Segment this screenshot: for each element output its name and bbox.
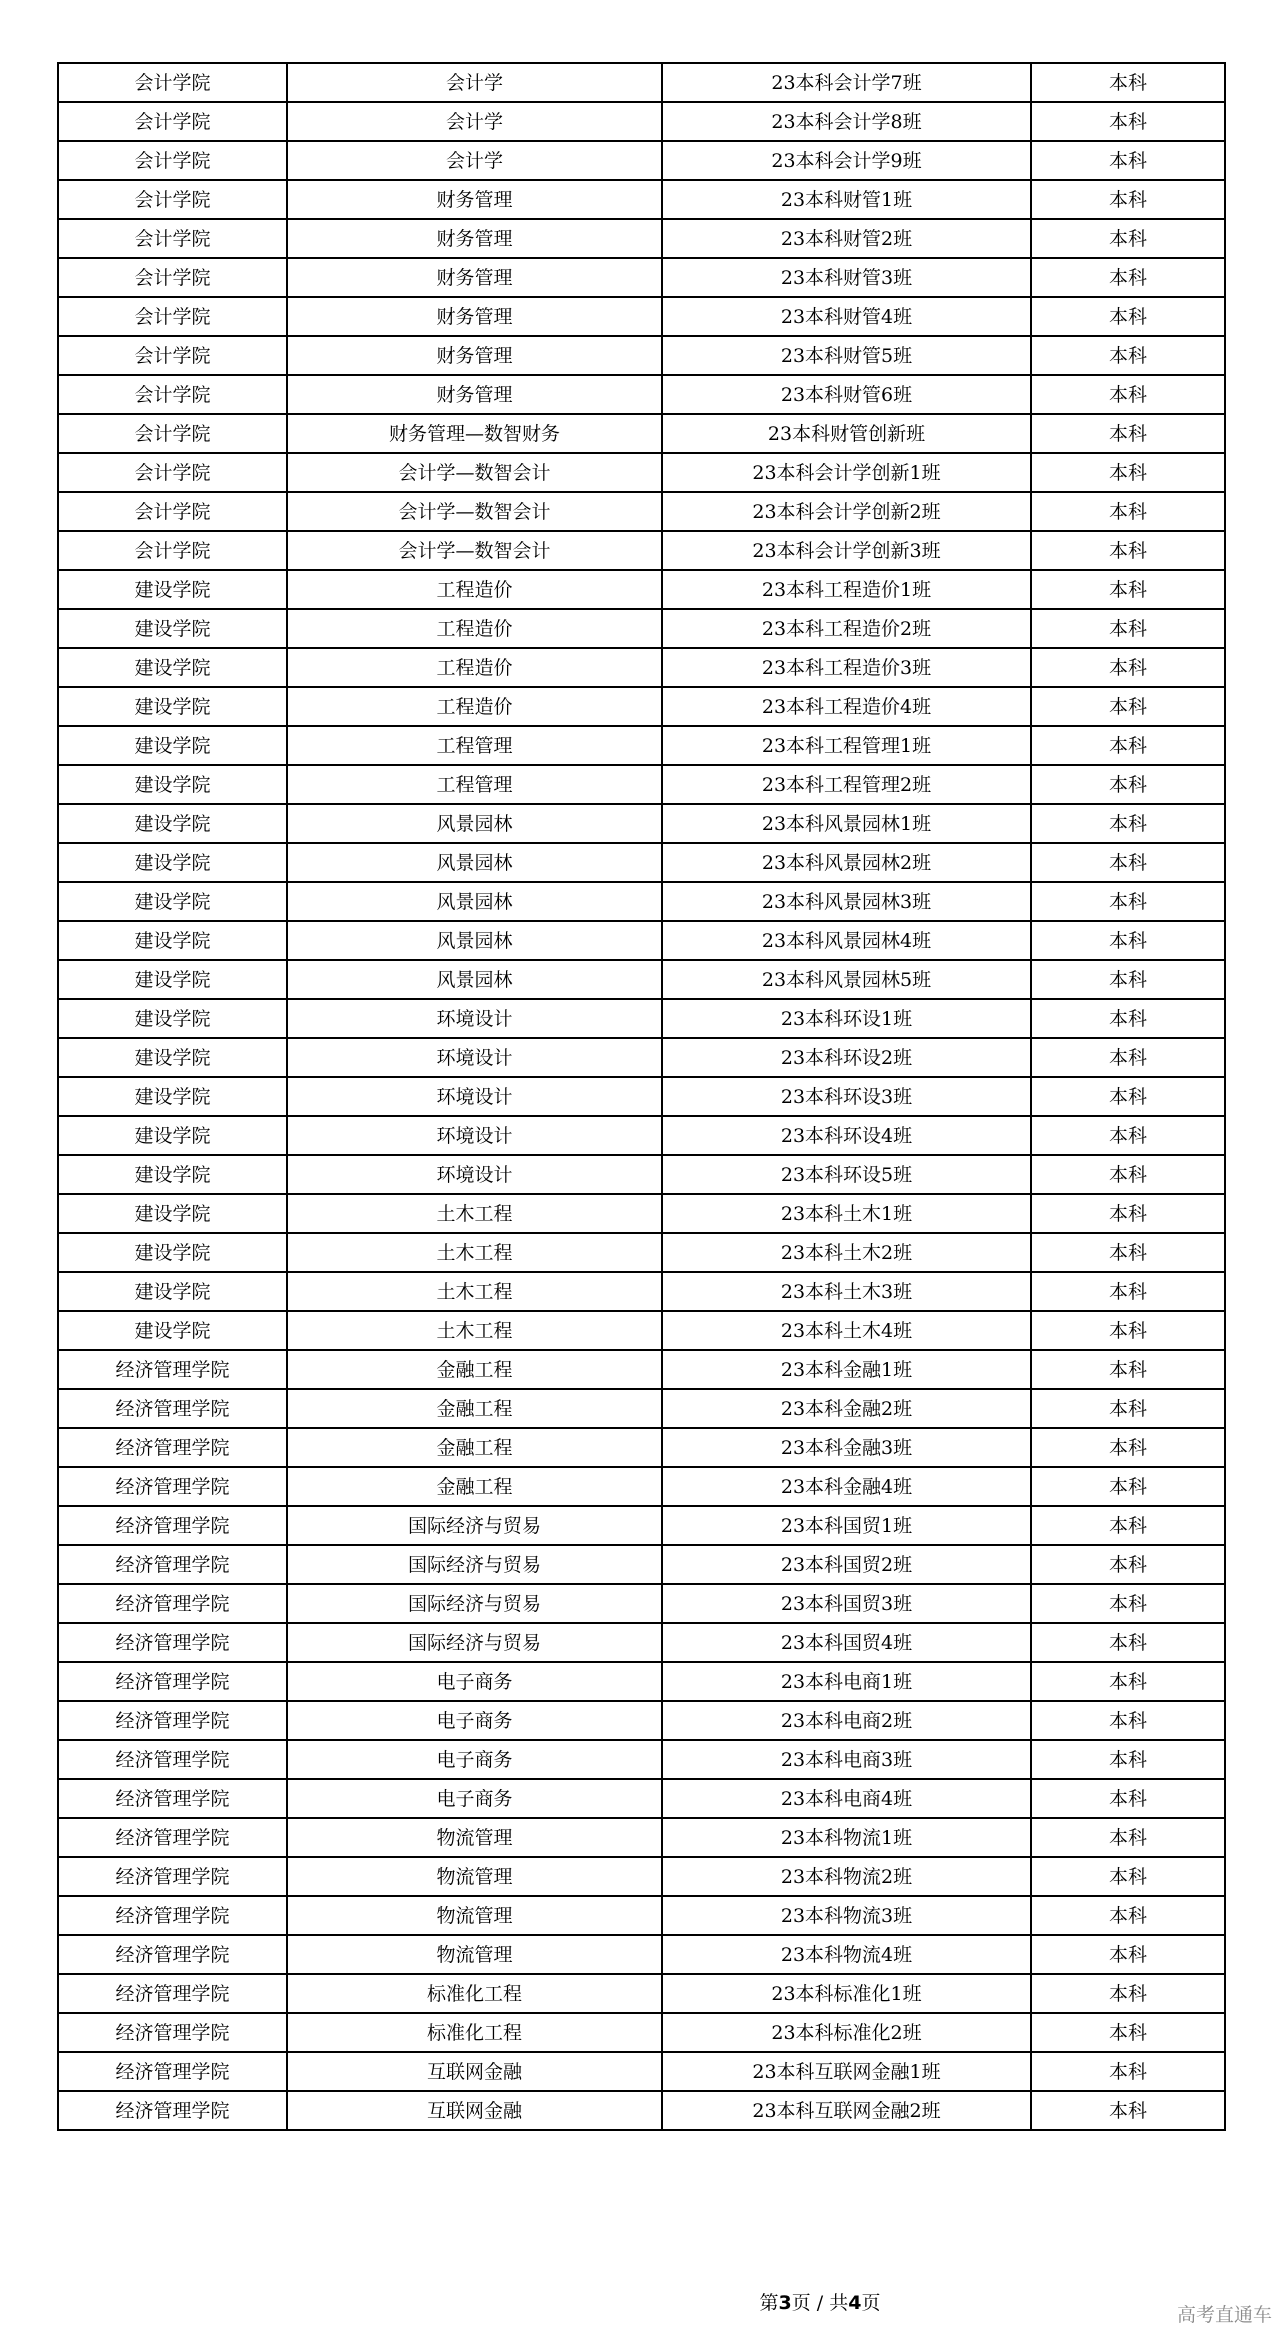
major-cell: 财务管理 <box>287 336 662 375</box>
class-cell: 23本科环设5班 <box>662 1155 1031 1194</box>
class-cell: 23本科土木2班 <box>662 1233 1031 1272</box>
table-row <box>58 1701 1225 1740</box>
college-cell: 经济管理学院 <box>58 1857 287 1896</box>
level-cell: 本科 <box>1031 1857 1225 1896</box>
class-cell: 23本科金融4班 <box>662 1467 1031 1506</box>
level-cell: 本科 <box>1031 2013 1225 2052</box>
major-cell: 金融工程 <box>287 1350 662 1389</box>
major-cell: 电子商务 <box>287 1662 662 1701</box>
table-row <box>58 1350 1225 1389</box>
class-cell: 23本科风景园林4班 <box>662 921 1031 960</box>
level-cell: 本科 <box>1031 1038 1225 1077</box>
college-cell: 经济管理学院 <box>58 2052 287 2091</box>
level-cell: 本科 <box>1031 1389 1225 1428</box>
level-cell: 本科 <box>1031 453 1225 492</box>
level-cell: 本科 <box>1031 1779 1225 1818</box>
level-cell: 本科 <box>1031 1701 1225 1740</box>
class-cell: 23本科国贸2班 <box>662 1545 1031 1584</box>
college-cell: 建设学院 <box>58 1311 287 1350</box>
class-table <box>57 62 1226 2131</box>
class-cell: 23本科会计学9班 <box>662 141 1031 180</box>
class-table-body <box>58 63 1225 2130</box>
level-cell: 本科 <box>1031 648 1225 687</box>
table-row <box>58 2091 1225 2130</box>
level-cell: 本科 <box>1031 336 1225 375</box>
level-cell: 本科 <box>1031 2052 1225 2091</box>
class-cell: 23本科风景园林3班 <box>662 882 1031 921</box>
major-cell: 国际经济与贸易 <box>287 1506 662 1545</box>
class-cell: 23本科工程管理1班 <box>662 726 1031 765</box>
table-row <box>58 1467 1225 1506</box>
footer-middle: 页 / 共 <box>791 2292 849 2314</box>
college-cell: 建设学院 <box>58 1272 287 1311</box>
college-cell: 建设学院 <box>58 843 287 882</box>
college-cell: 经济管理学院 <box>58 1389 287 1428</box>
class-cell: 23本科金融3班 <box>662 1428 1031 1467</box>
level-cell: 本科 <box>1031 1818 1225 1857</box>
class-cell: 23本科工程造价1班 <box>662 570 1031 609</box>
college-cell: 建设学院 <box>58 648 287 687</box>
major-cell: 财务管理 <box>287 297 662 336</box>
class-cell: 23本科财管1班 <box>662 180 1031 219</box>
level-cell: 本科 <box>1031 141 1225 180</box>
level-cell: 本科 <box>1031 1545 1225 1584</box>
college-cell: 经济管理学院 <box>58 2013 287 2052</box>
level-cell: 本科 <box>1031 921 1225 960</box>
table-row <box>58 1389 1225 1428</box>
level-cell: 本科 <box>1031 2091 1225 2130</box>
major-cell: 会计学—数智会计 <box>287 492 662 531</box>
class-cell: 23本科国贸3班 <box>662 1584 1031 1623</box>
class-cell: 23本科国贸1班 <box>662 1506 1031 1545</box>
college-cell: 经济管理学院 <box>58 1740 287 1779</box>
table-row <box>58 375 1225 414</box>
major-cell: 环境设计 <box>287 1077 662 1116</box>
class-cell: 23本科财管创新班 <box>662 414 1031 453</box>
college-cell: 建设学院 <box>58 921 287 960</box>
class-cell: 23本科互联网金融2班 <box>662 2091 1031 2130</box>
college-cell: 经济管理学院 <box>58 1701 287 1740</box>
college-cell: 会计学院 <box>58 141 287 180</box>
table-row <box>58 882 1225 921</box>
table-row <box>58 2052 1225 2091</box>
table-row <box>58 1428 1225 1467</box>
major-cell: 风景园林 <box>287 960 662 999</box>
major-cell: 物流管理 <box>287 1818 662 1857</box>
major-cell: 电子商务 <box>287 1701 662 1740</box>
table-row <box>58 1194 1225 1233</box>
major-cell: 标准化工程 <box>287 2013 662 2052</box>
table-row <box>58 1818 1225 1857</box>
level-cell: 本科 <box>1031 531 1225 570</box>
college-cell: 经济管理学院 <box>58 1428 287 1467</box>
table-row <box>58 1311 1225 1350</box>
major-cell: 风景园林 <box>287 882 662 921</box>
college-cell: 经济管理学院 <box>58 1779 287 1818</box>
table-row <box>58 63 1225 102</box>
major-cell: 工程管理 <box>287 726 662 765</box>
college-cell: 经济管理学院 <box>58 2091 287 2130</box>
class-cell: 23本科财管5班 <box>662 336 1031 375</box>
level-cell: 本科 <box>1031 1623 1225 1662</box>
major-cell: 会计学 <box>287 63 662 102</box>
level-cell: 本科 <box>1031 765 1225 804</box>
college-cell: 建设学院 <box>58 687 287 726</box>
level-cell: 本科 <box>1031 1740 1225 1779</box>
college-cell: 会计学院 <box>58 375 287 414</box>
college-cell: 建设学院 <box>58 999 287 1038</box>
college-cell: 建设学院 <box>58 1038 287 1077</box>
major-cell: 财务管理 <box>287 219 662 258</box>
college-cell: 会计学院 <box>58 63 287 102</box>
level-cell: 本科 <box>1031 726 1225 765</box>
table-row <box>58 570 1225 609</box>
major-cell: 财务管理 <box>287 258 662 297</box>
college-cell: 建设学院 <box>58 609 287 648</box>
table-row <box>58 180 1225 219</box>
table-row <box>58 648 1225 687</box>
level-cell: 本科 <box>1031 1467 1225 1506</box>
table-row <box>58 1038 1225 1077</box>
major-cell: 工程管理 <box>287 765 662 804</box>
table-row <box>58 2013 1225 2052</box>
major-cell: 会计学—数智会计 <box>287 531 662 570</box>
college-cell: 会计学院 <box>58 453 287 492</box>
major-cell: 物流管理 <box>287 1857 662 1896</box>
college-cell: 经济管理学院 <box>58 1350 287 1389</box>
major-cell: 工程造价 <box>287 609 662 648</box>
table-row <box>58 1740 1225 1779</box>
table-row <box>58 960 1225 999</box>
class-cell: 23本科工程造价4班 <box>662 687 1031 726</box>
class-cell: 23本科土木3班 <box>662 1272 1031 1311</box>
major-cell: 财务管理—数智财务 <box>287 414 662 453</box>
college-cell: 建设学院 <box>58 765 287 804</box>
major-cell: 会计学 <box>287 102 662 141</box>
level-cell: 本科 <box>1031 960 1225 999</box>
major-cell: 国际经济与贸易 <box>287 1545 662 1584</box>
table-row <box>58 726 1225 765</box>
major-cell: 环境设计 <box>287 1116 662 1155</box>
class-cell: 23本科电商1班 <box>662 1662 1031 1701</box>
level-cell: 本科 <box>1031 687 1225 726</box>
table-row <box>58 1272 1225 1311</box>
college-cell: 会计学院 <box>58 531 287 570</box>
college-cell: 经济管理学院 <box>58 1935 287 1974</box>
class-cell: 23本科金融2班 <box>662 1389 1031 1428</box>
level-cell: 本科 <box>1031 102 1225 141</box>
class-cell: 23本科电商3班 <box>662 1740 1031 1779</box>
major-cell: 环境设计 <box>287 1038 662 1077</box>
class-cell: 23本科环设1班 <box>662 999 1031 1038</box>
college-cell: 建设学院 <box>58 804 287 843</box>
table-row <box>58 492 1225 531</box>
level-cell: 本科 <box>1031 375 1225 414</box>
table-row <box>58 1779 1225 1818</box>
class-cell: 23本科标准化2班 <box>662 2013 1031 2052</box>
college-cell: 经济管理学院 <box>58 1974 287 2013</box>
current-page-number: 3 <box>778 2292 792 2314</box>
level-cell: 本科 <box>1031 1935 1225 1974</box>
level-cell: 本科 <box>1031 1077 1225 1116</box>
college-cell: 建设学院 <box>58 570 287 609</box>
college-cell: 建设学院 <box>58 1116 287 1155</box>
footer-suffix: 页 <box>861 2292 881 2314</box>
table-row <box>58 1896 1225 1935</box>
class-cell: 23本科国贸4班 <box>662 1623 1031 1662</box>
level-cell: 本科 <box>1031 843 1225 882</box>
major-cell: 会计学 <box>287 141 662 180</box>
major-cell: 风景园林 <box>287 921 662 960</box>
major-cell: 工程造价 <box>287 648 662 687</box>
table-row <box>58 921 1225 960</box>
table-row <box>58 297 1225 336</box>
major-cell: 环境设计 <box>287 1155 662 1194</box>
level-cell: 本科 <box>1031 297 1225 336</box>
table-row <box>58 687 1225 726</box>
level-cell: 本科 <box>1031 1662 1225 1701</box>
level-cell: 本科 <box>1031 1896 1225 1935</box>
class-cell: 23本科会计学创新3班 <box>662 531 1031 570</box>
class-cell: 23本科物流3班 <box>662 1896 1031 1935</box>
major-cell: 风景园林 <box>287 804 662 843</box>
level-cell: 本科 <box>1031 1155 1225 1194</box>
major-cell: 会计学—数智会计 <box>287 453 662 492</box>
major-cell: 金融工程 <box>287 1467 662 1506</box>
major-cell: 土木工程 <box>287 1272 662 1311</box>
major-cell: 互联网金融 <box>287 2052 662 2091</box>
college-cell: 建设学院 <box>58 960 287 999</box>
table-row <box>58 1155 1225 1194</box>
major-cell: 电子商务 <box>287 1740 662 1779</box>
table-row <box>58 336 1225 375</box>
major-cell: 金融工程 <box>287 1389 662 1428</box>
college-cell: 建设学院 <box>58 726 287 765</box>
table-row <box>58 609 1225 648</box>
level-cell: 本科 <box>1031 1584 1225 1623</box>
table-row <box>58 1857 1225 1896</box>
level-cell: 本科 <box>1031 1233 1225 1272</box>
college-cell: 经济管理学院 <box>58 1896 287 1935</box>
table-row <box>58 1935 1225 1974</box>
major-cell: 土木工程 <box>287 1233 662 1272</box>
college-cell: 会计学院 <box>58 102 287 141</box>
major-cell: 国际经济与贸易 <box>287 1623 662 1662</box>
level-cell: 本科 <box>1031 999 1225 1038</box>
level-cell: 本科 <box>1031 609 1225 648</box>
class-cell: 23本科土木1班 <box>662 1194 1031 1233</box>
table-row <box>58 1662 1225 1701</box>
major-cell: 物流管理 <box>287 1896 662 1935</box>
level-cell: 本科 <box>1031 1428 1225 1467</box>
major-cell: 标准化工程 <box>287 1974 662 2013</box>
class-cell: 23本科风景园林2班 <box>662 843 1031 882</box>
table-row <box>58 765 1225 804</box>
level-cell: 本科 <box>1031 1974 1225 2013</box>
class-cell: 23本科物流4班 <box>662 1935 1031 1974</box>
table-row <box>58 804 1225 843</box>
college-cell: 建设学院 <box>58 1233 287 1272</box>
level-cell: 本科 <box>1031 414 1225 453</box>
class-cell: 23本科风景园林1班 <box>662 804 1031 843</box>
college-cell: 经济管理学院 <box>58 1662 287 1701</box>
level-cell: 本科 <box>1031 1506 1225 1545</box>
major-cell: 工程造价 <box>287 687 662 726</box>
major-cell: 电子商务 <box>287 1779 662 1818</box>
class-cell: 23本科物流1班 <box>662 1818 1031 1857</box>
level-cell: 本科 <box>1031 1194 1225 1233</box>
level-cell: 本科 <box>1031 219 1225 258</box>
level-cell: 本科 <box>1031 492 1225 531</box>
table-row <box>58 1116 1225 1155</box>
college-cell: 会计学院 <box>58 180 287 219</box>
total-page-number: 4 <box>848 2292 862 2314</box>
table-row <box>58 258 1225 297</box>
table-row <box>58 1545 1225 1584</box>
major-cell: 金融工程 <box>287 1428 662 1467</box>
major-cell: 物流管理 <box>287 1935 662 1974</box>
major-cell: 环境设计 <box>287 999 662 1038</box>
table-row <box>58 1233 1225 1272</box>
class-cell: 23本科工程造价3班 <box>662 648 1031 687</box>
class-cell: 23本科环设2班 <box>662 1038 1031 1077</box>
table-row <box>58 141 1225 180</box>
college-cell: 经济管理学院 <box>58 1467 287 1506</box>
major-cell: 土木工程 <box>287 1194 662 1233</box>
college-cell: 会计学院 <box>58 258 287 297</box>
table-row <box>58 843 1225 882</box>
major-cell: 财务管理 <box>287 180 662 219</box>
class-cell: 23本科会计学7班 <box>662 63 1031 102</box>
class-cell: 23本科会计学创新1班 <box>662 453 1031 492</box>
college-cell: 经济管理学院 <box>58 1584 287 1623</box>
level-cell: 本科 <box>1031 570 1225 609</box>
major-cell: 土木工程 <box>287 1311 662 1350</box>
class-cell: 23本科环设3班 <box>662 1077 1031 1116</box>
class-cell: 23本科会计学8班 <box>662 102 1031 141</box>
table-row <box>58 1506 1225 1545</box>
table-row <box>58 414 1225 453</box>
college-cell: 会计学院 <box>58 414 287 453</box>
college-cell: 经济管理学院 <box>58 1623 287 1662</box>
class-cell: 23本科互联网金融1班 <box>662 2052 1031 2091</box>
class-cell: 23本科财管4班 <box>662 297 1031 336</box>
college-cell: 会计学院 <box>58 219 287 258</box>
college-cell: 建设学院 <box>58 1194 287 1233</box>
watermark: 高考直通车 <box>1176 2304 1272 2326</box>
class-cell: 23本科会计学创新2班 <box>662 492 1031 531</box>
class-cell: 23本科财管3班 <box>662 258 1031 297</box>
college-cell: 建设学院 <box>58 882 287 921</box>
class-cell: 23本科电商2班 <box>662 1701 1031 1740</box>
table-row <box>58 1584 1225 1623</box>
major-cell: 财务管理 <box>287 375 662 414</box>
table-row <box>58 219 1225 258</box>
major-cell: 工程造价 <box>287 570 662 609</box>
level-cell: 本科 <box>1031 1350 1225 1389</box>
page-footer <box>0 2288 1280 2315</box>
class-cell: 23本科土木4班 <box>662 1311 1031 1350</box>
college-cell: 经济管理学院 <box>58 1506 287 1545</box>
major-cell: 风景园林 <box>287 843 662 882</box>
table-row <box>58 999 1225 1038</box>
level-cell: 本科 <box>1031 882 1225 921</box>
major-cell: 国际经济与贸易 <box>287 1584 662 1623</box>
table-row <box>58 1623 1225 1662</box>
level-cell: 本科 <box>1031 1116 1225 1155</box>
college-cell: 经济管理学院 <box>58 1818 287 1857</box>
level-cell: 本科 <box>1031 63 1225 102</box>
college-cell: 建设学院 <box>58 1155 287 1194</box>
level-cell: 本科 <box>1031 1272 1225 1311</box>
table-row <box>58 531 1225 570</box>
class-cell: 23本科财管6班 <box>662 375 1031 414</box>
class-cell: 23本科财管2班 <box>662 219 1031 258</box>
level-cell: 本科 <box>1031 258 1225 297</box>
class-cell: 23本科工程管理2班 <box>662 765 1031 804</box>
footer-prefix: 第 <box>759 2292 779 2314</box>
class-cell: 23本科风景园林5班 <box>662 960 1031 999</box>
major-cell: 互联网金融 <box>287 2091 662 2130</box>
class-cell: 23本科物流2班 <box>662 1857 1031 1896</box>
college-cell: 经济管理学院 <box>58 1545 287 1584</box>
level-cell: 本科 <box>1031 1311 1225 1350</box>
table-row <box>58 453 1225 492</box>
table-row <box>58 1974 1225 2013</box>
level-cell: 本科 <box>1031 180 1225 219</box>
class-cell: 23本科标准化1班 <box>662 1974 1031 2013</box>
table-row <box>58 102 1225 141</box>
class-cell: 23本科金融1班 <box>662 1350 1031 1389</box>
college-cell: 会计学院 <box>58 297 287 336</box>
college-cell: 会计学院 <box>58 492 287 531</box>
table-row <box>58 1077 1225 1116</box>
class-cell: 23本科环设4班 <box>662 1116 1031 1155</box>
class-cell: 23本科工程造价2班 <box>662 609 1031 648</box>
college-cell: 会计学院 <box>58 336 287 375</box>
level-cell: 本科 <box>1031 804 1225 843</box>
class-cell: 23本科电商4班 <box>662 1779 1031 1818</box>
college-cell: 建设学院 <box>58 1077 287 1116</box>
